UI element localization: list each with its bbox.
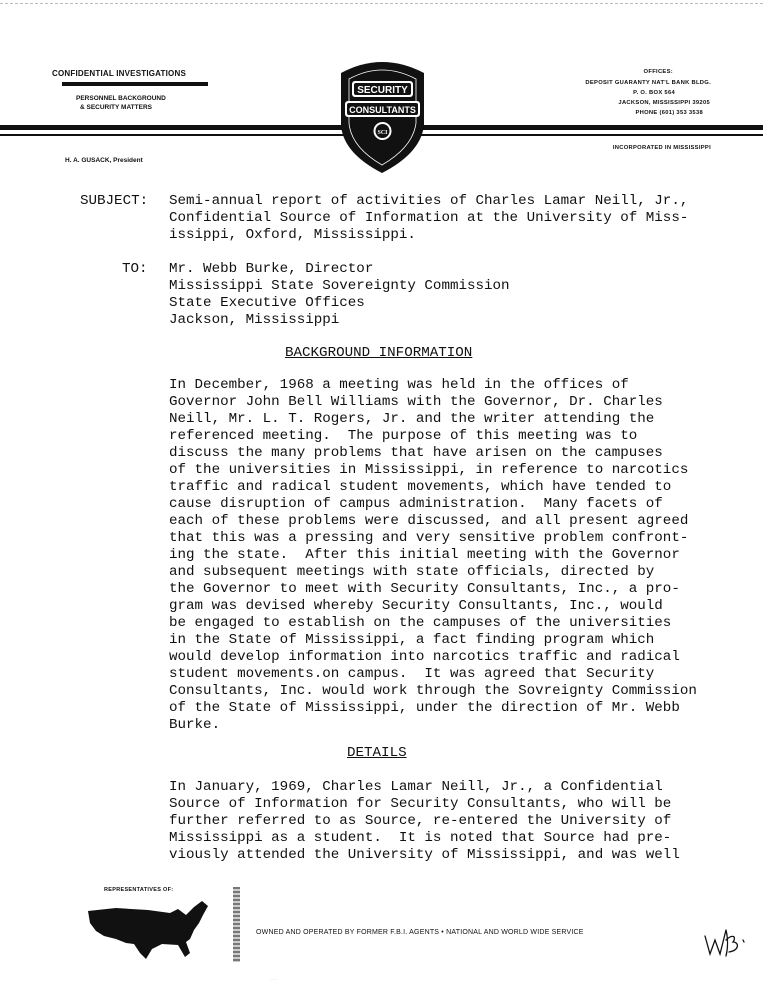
badge-bottom-text: CONSULTANTS	[349, 105, 416, 115]
footer-divider-stripe	[233, 887, 240, 962]
company-name: CONFIDENTIAL INVESTIGATIONS	[52, 69, 186, 78]
office-line: PHONE (601) 353 3538	[635, 110, 703, 116]
to-label: TO:	[122, 261, 148, 277]
badge-emblem-letters: SCI	[377, 130, 388, 136]
office-line: DEPOSIT GUARANTY NAT'L BANK BLDG.	[585, 80, 711, 86]
details-paragraph: In January, 1969, Charles Lamar Neill, Jr., a Confidential Source of Information for Security Consultants, who will be further referred to as Source, re-entered the University of Mississippi as a student. It is noted that Source had pre- viously attended the University of Mississippi, and was well	[169, 779, 680, 863]
details-heading: DETAILS	[347, 745, 407, 761]
subject-text: Semi-annual report of activities of Charles Lamar Neill, Jr., Confidential Source of Information at the University of Miss- issippi, Oxford, Mississippi.	[169, 193, 689, 243]
office-line: P. O. BOX 564	[633, 90, 675, 96]
background-paragraph: In December, 1968 a meeting was held in the offices of Governor John Bell Williams with the Governor, Dr. Charles Neill, Mr. L. T. Rogers, Jr. and the writer attending the referenced meeting. The purpose of this meeting was to discuss the many problems that have arisen on the campuses of the universities in Mississippi, in reference to narcotics traffic and radical student movements, which have tended to cause disruption of campus administration. Many facets of each of these problems were discussed, and all present agreed that this was a pressing and very sensitive problem confront- ing the state. After this initial meeting with the Governor and subsequent meetings with state officials, directed by the Governor to meet with Security Consultants, Inc., a pro- gram was devised whereby Security Consultants, Inc., would be engaged to establish on the campuses of the universities in the State of Mississippi, a fact finding program which would develop information into narcotics traffic and radical student movements.on campus. It was agreed that Security Consultants, Inc. would work through the Sovreignty Commission of the State of Mississippi, under the direction of Mr. Webb Burke.	[169, 377, 697, 733]
subject-label: SUBJECT:	[80, 193, 149, 209]
office-line: OFFICES:	[643, 69, 673, 75]
top-edge-dashes	[0, 3, 763, 4]
us-map-silhouette	[86, 897, 216, 962]
services-line-1: PERSONNEL BACKGROUND	[76, 95, 166, 102]
company-underline-bar	[62, 82, 208, 86]
background-heading: BACKGROUND INFORMATION	[285, 345, 473, 361]
badge-top-text: SECURITY	[357, 85, 408, 96]
recipient-address: Mr. Webb Burke, Director Mississippi State Sovereignty Commission State Executive Offices Jackson, Mississippi	[169, 261, 510, 328]
representatives-label: REPRESENTATIVES OF:	[104, 887, 174, 893]
scan-specks: · · ·	[270, 978, 278, 983]
services-line-2: & SECURITY MATTERS	[80, 104, 152, 111]
footer-tagline: OWNED AND OPERATED BY FORMER F.B.I. AGENTS • NATIONAL AND WORLD WIDE SERVICE	[256, 929, 584, 936]
handwritten-initials	[702, 918, 750, 958]
incorporated-line: INCORPORATED IN MISSISSIPPI	[612, 145, 711, 151]
office-line: JACKSON, MISSISSIPPI 39205	[618, 100, 710, 106]
president-name: H. A. GUSACK, President	[65, 157, 143, 164]
security-consultants-badge-logo	[335, 55, 430, 175]
